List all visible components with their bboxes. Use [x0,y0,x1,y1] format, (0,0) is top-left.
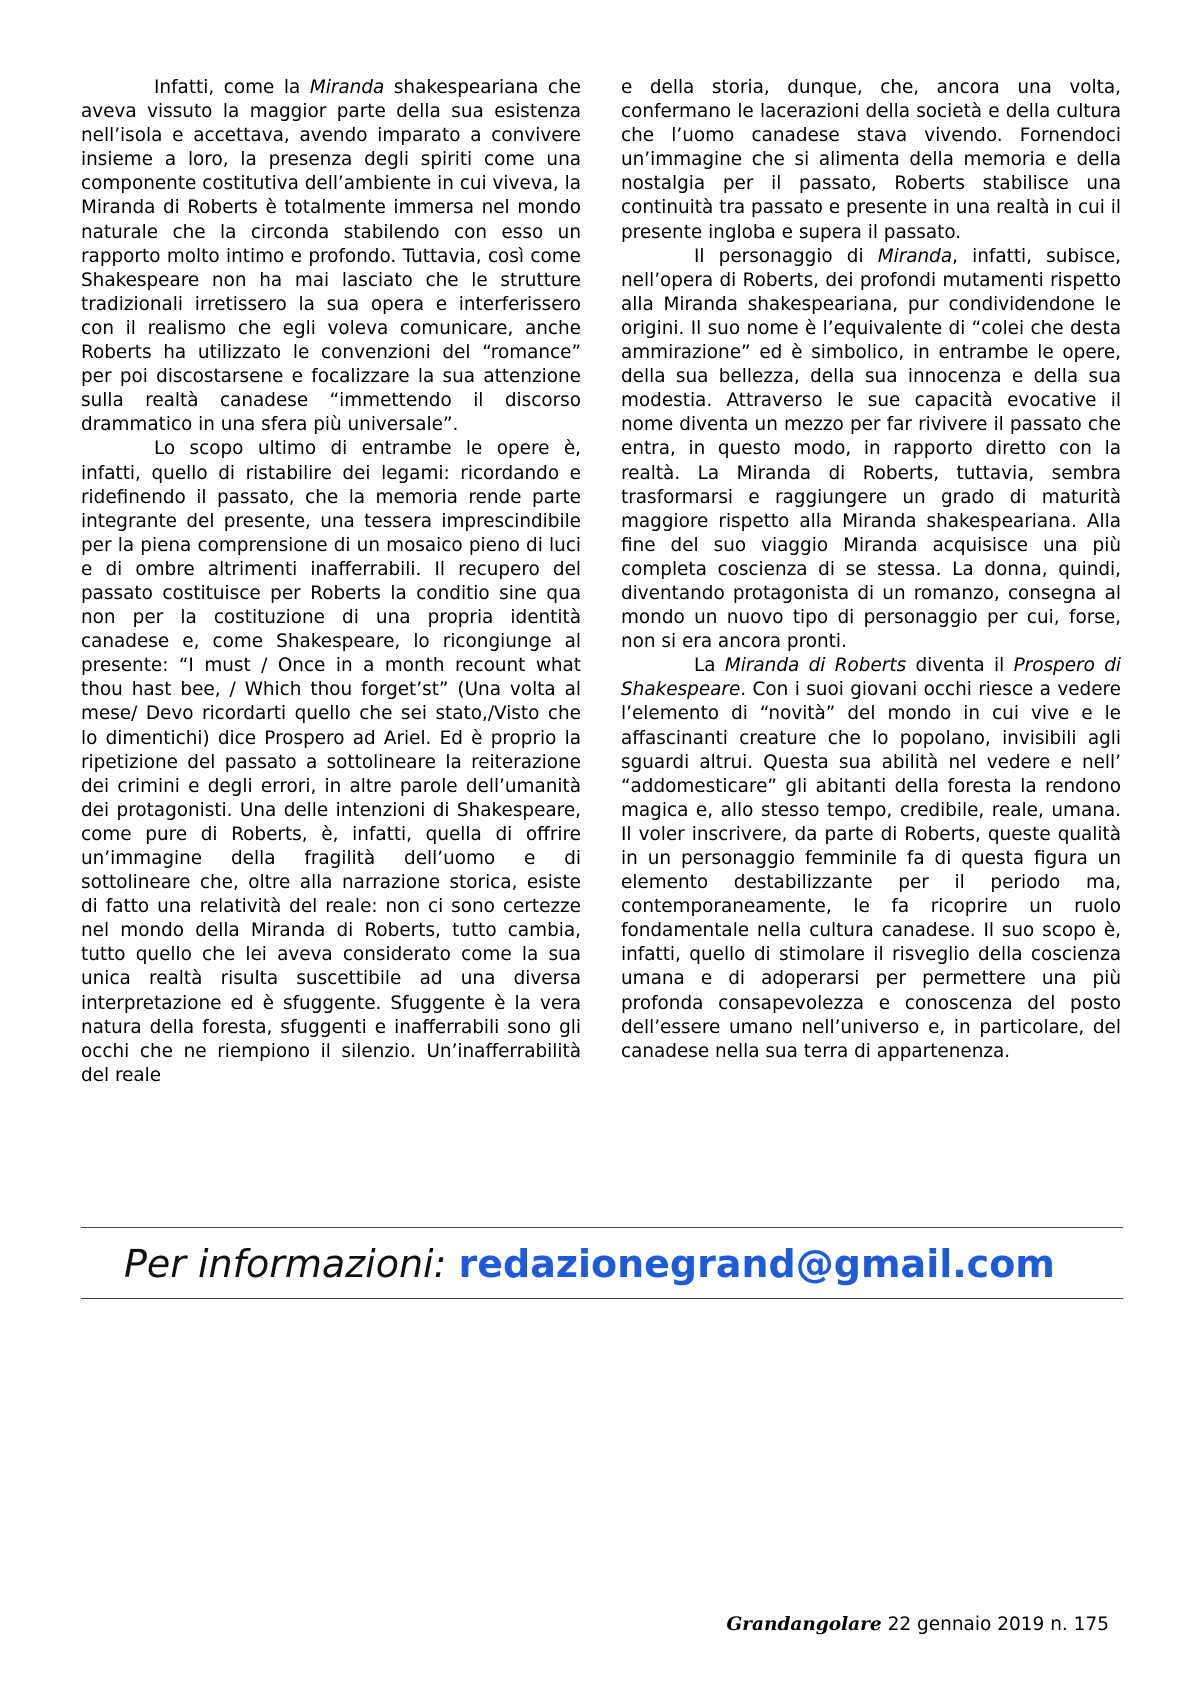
italic-title: Miranda [877,245,953,267]
contact-email-link[interactable]: redazionegrand@gmail.com [458,1242,1055,1286]
paragraph-text: Il personaggio di [694,245,878,267]
divider-bottom [81,1298,1123,1299]
page-footer [727,1613,1110,1637]
paragraph-text: diventa il [906,655,1014,677]
paragraph-text: La [694,655,725,677]
italic-title: Miranda di Roberts [724,655,907,677]
article-paragraph [621,76,1121,245]
article-paragraph [621,654,1121,1064]
paragraph-text: e della storia, dunque, che, ancora una volta, confermano le lacerazioni della società e della cultura che l’uomo canadese stava vivendo. Fornendoci un’immagine che si alimenta della memoria e della nostalgia per il passato, Roberts stabilisce una continuità tra passato e presente in una realtà in cui il presente ingloba e supera il passato. [621,77,1121,243]
contact-banner [124,1238,1055,1290]
paragraph-text: Infatti, come la [154,77,310,98]
paragraph-text: . Con i suoi giovani occhi riesce a vedere l’elemento di “novità” del mondo in cui vive e le affascinanti creature che lo popolano, invisibili agli sguardi altrui. Questa sua abilità nel vedere e nell’ “addomesticare” gli abitanti della foresta la rendono magica e, allo stesso tempo, credibile, reale, umana. Il voler inscrivere, da parte di Roberts, queste qualità in un personaggio femminile fa di questa figura un elemento destabilizzante per il periodo ma, contemporaneamente, le fa ricoprire un ruolo fondamentale nella cultura canadese. Il suo scopo è, infatti, quello di stimolare il risveglio della coscienza umana e di adoperarsi per permettere una più profonda consapevolezza e conoscenza del posto dell’essere umano nell’universo e, in particolare, del canadese nella sua terra di appartenenza. [621,679,1121,1062]
paragraph-text: shakespeariana che aveva vissuto la maggior parte della sua esistenza nell’isola e accettava, avendo imparato a convivere insieme a loro, la presenza degli spiriti come una componente costitutiva dell’ambiente in cui viveva, la Miranda di Roberts è totalmente immersa nel mondo naturale che la circonda stabilendo con esso un rapporto molto intimo e profondo. Tuttavia, così come Shakespeare non ha mai lasciato che le strutture tradizionali irretissero la sua opera e interferissero con il realismo che egli voleva comunicare, anche Roberts ha utilizzato le convenzioni del “romance” per poi discostarsene e focalizzare la sua attenzione sulla realtà canadese “immettendo il discorso drammatico in una sfera più universale”. [81,77,582,436]
article-paragraph [81,437,581,1088]
italic-title: Prospero di Shakespeare [621,655,1121,701]
magazine-name: Grandangolare [726,1614,882,1635]
article-paragraph [81,76,581,437]
paragraph-text: Lo scopo ultimo di entrambe le opere è, infatti, quello di ristabilire dei legami: ricordando e ridefinendo il passato, che la memoria rende parte integrante del presente, una tessera imprescindibile per la piena comprensione di un mosaico pieno di luci e di ombre altrimenti inafferrabili. Il recupero del passato costituisce per Roberts la conditio sine qua non per la costituzione di una propria identità canadese e, come Shakespeare, lo ricongiunge al presente: “I must / Once in a month recount what thou hast bee, / Which thou forget’st” (Una volta al mese/ Devo ricordarti quello che sei stato,/Visto che lo dimentichi) dice Prospero ad Ariel. Ed è proprio la ripetizione del passato a sottolineare la reiterazione dei crimini e degli errori, in altre parole dell’umanità dei protagonisti. Una delle intenzioni di Shakespeare, come pure di Roberts, è, infatti, quella di offrire un’immagine della fragilità dell’uomo e di sottolineare che, oltre alla narrazione storica, esiste di fatto una relatività del reale: non ci sono certezze nel mondo della Miranda di Roberts, tutto cambia, tutto quello che lei aveva considerato come la sua unica realtà risulta suscettibile ad una diversa interpretazione ed è sfuggente. Sfuggente è la vera natura della foresta, sfuggenti e inafferrabili sono gli occhi che ne riempiono il silenzio. Un’inafferrabilità del reale [81,438,581,1086]
article-paragraph [621,245,1121,655]
issue-info: 22 gennaio 2019 n. 175 [887,1614,1109,1635]
italic-title: Miranda [309,77,385,98]
divider-top [81,1227,1123,1228]
contact-label: Per informazioni: [124,1242,447,1286]
paragraph-text: , infatti, subisce, nell’opera di Roberts, dei profondi mutamenti rispetto alla Miranda shakespeariana, pur condividendone le origini. Il suo nome è l’equivalente di “colei che desta ammirazione” ed è simbolico, in entrambe le opere, della sua bellezza, della sua innocenza e della sua modestia. Attraverso le sue capacità evocative il nome diventa un mezzo per far rivivere il passato che entra, in questo modo, in rapporto diretto con la realtà. La Miranda di Roberts, tuttavia, sembra trasformarsi e raggiungere un grado di maturità maggiore rispetto alla Miranda shakespeariana. Alla fine del suo viaggio Miranda acquisisce una più completa coscienza di se stessa. La donna, quindi, diventando protagonista di un romanzo, consegna al mondo un nuovo tipo di personaggio per cui, forse, non si era ancora pronti. [621,245,1121,653]
article-column-right [621,76,1121,1064]
article-column-left [81,76,581,1088]
